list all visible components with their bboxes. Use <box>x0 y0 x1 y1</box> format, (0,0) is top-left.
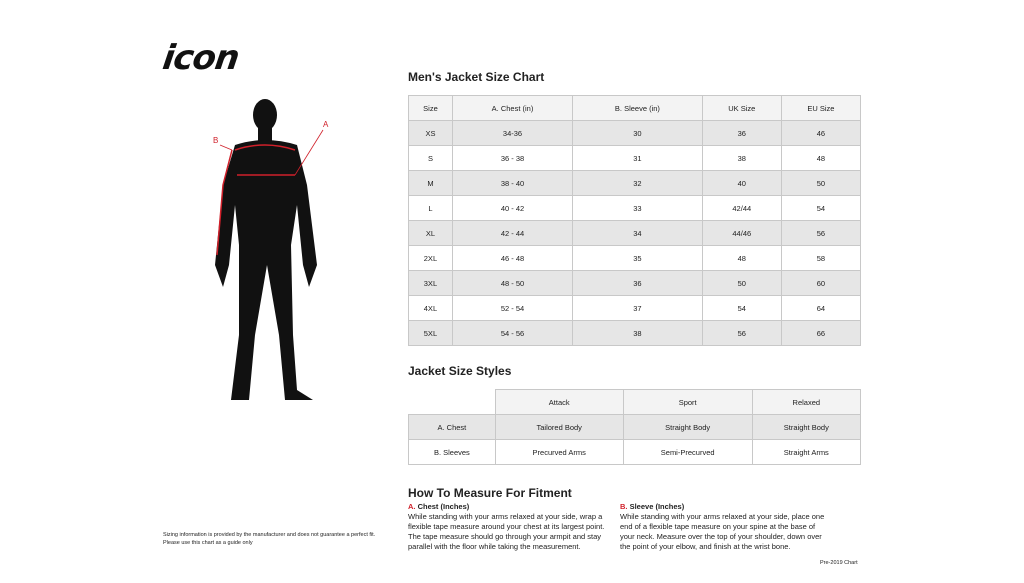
table-cell: 37 <box>573 296 703 321</box>
table-cell: 64 <box>781 296 860 321</box>
table-cell: 34-36 <box>452 121 572 146</box>
table-cell: 42/44 <box>702 196 781 221</box>
table-cell: Straight Arms <box>752 440 860 465</box>
table-cell: Straight Body <box>752 415 860 440</box>
size-chart-table <box>408 95 861 346</box>
table-cell: M <box>409 171 453 196</box>
label-a: A <box>323 120 329 129</box>
table-cell: 35 <box>573 246 703 271</box>
table-row <box>409 246 861 271</box>
table-cell: 36 <box>573 271 703 296</box>
table-cell: A. Chest (in) <box>452 96 572 121</box>
table-row <box>409 440 861 465</box>
table-cell: L <box>409 196 453 221</box>
table-cell: Attack <box>495 390 623 415</box>
table-cell: UK Size <box>702 96 781 121</box>
table-cell: 60 <box>781 271 860 296</box>
table-cell: 31 <box>573 146 703 171</box>
table-cell: Sport <box>623 390 752 415</box>
label-b: B <box>213 136 219 145</box>
table-cell: 46 <box>781 121 860 146</box>
table-cell: 36 - 38 <box>452 146 572 171</box>
table-cell: 48 <box>702 246 781 271</box>
table-cell: Tailored Body <box>495 415 623 440</box>
table-header-row <box>409 96 861 121</box>
table-row <box>409 271 861 296</box>
table-cell: 30 <box>573 121 703 146</box>
table-cell: 54 <box>781 196 860 221</box>
table-cell: EU Size <box>781 96 860 121</box>
table-cell: B. Sleeve (in) <box>573 96 703 121</box>
table-cell: 2XL <box>409 246 453 271</box>
table-cell: 38 <box>573 321 703 346</box>
table-cell: 38 - 40 <box>452 171 572 196</box>
table-cell: 40 - 42 <box>452 196 572 221</box>
table-cell: 66 <box>781 321 860 346</box>
table-row <box>409 415 861 440</box>
table-cell: 32 <box>573 171 703 196</box>
table-cell: Straight Body <box>623 415 752 440</box>
table-cell: Size <box>409 96 453 121</box>
table-cell: 48 <box>781 146 860 171</box>
sleeve-instructions: B. Sleeve (Inches) While standing with your arms relaxed at your side, place one end of a flexible tape measure on your spine at the base of your neck. Measure over the top of your shoulder, down over the point of your elbow, and finish at the wrist bone. <box>620 502 825 551</box>
table-cell: B. Sleeves <box>409 440 496 465</box>
styles-table <box>408 389 861 465</box>
measure-title: How To Measure For Fitment <box>408 486 572 500</box>
styles-title: Jacket Size Styles <box>408 364 512 378</box>
table-cell: 3XL <box>409 271 453 296</box>
table-row <box>409 221 861 246</box>
table-cell: 56 <box>781 221 860 246</box>
table-cell: 56 <box>702 321 781 346</box>
table-cell: XS <box>409 121 453 146</box>
table-cell: 48 - 50 <box>452 271 572 296</box>
table-cell: 34 <box>573 221 703 246</box>
table-cell: 50 <box>781 171 860 196</box>
chest-instructions: A. Chest (Inches) While standing with your arms relaxed at your side, wrap a flexible tape measure around your chest at its largest point. The tape measure should go through your armpit and stay parallel with the floor while taking the measurement. <box>408 502 605 551</box>
table-cell: 46 - 48 <box>452 246 572 271</box>
table-cell: 4XL <box>409 296 453 321</box>
table-cell: 38 <box>702 146 781 171</box>
table-cell: Relaxed <box>752 390 860 415</box>
table-cell: 33 <box>573 196 703 221</box>
table-cell: 40 <box>702 171 781 196</box>
table-cell: 5XL <box>409 321 453 346</box>
table-cell: 50 <box>702 271 781 296</box>
table-row <box>409 196 861 221</box>
table-cell: 52 - 54 <box>452 296 572 321</box>
table-cell: A. Chest <box>409 415 496 440</box>
table-cell: S <box>409 146 453 171</box>
table-header-row <box>409 390 861 415</box>
table-row <box>409 296 861 321</box>
disclaimer: Sizing information is provided by the manufacturer and does not guarantee a perfect fit. Please use this chart as a guide only <box>163 532 376 546</box>
table-cell: 58 <box>781 246 860 271</box>
table-row <box>409 321 861 346</box>
table-cell: 42 - 44 <box>452 221 572 246</box>
table-cell: Semi-Precurved <box>623 440 752 465</box>
table-cell: 36 <box>702 121 781 146</box>
table-cell: 54 <box>702 296 781 321</box>
table-cell: Precurved Arms <box>495 440 623 465</box>
table-cell: 44/46 <box>702 221 781 246</box>
size-chart-title: Men's Jacket Size Chart <box>408 70 545 84</box>
table-row <box>409 171 861 196</box>
chart-version: Pre-2019 Chart <box>820 560 858 566</box>
table-cell: 54 - 56 <box>452 321 572 346</box>
table-row <box>409 146 861 171</box>
table-row <box>409 121 861 146</box>
icon-logo: icon <box>160 38 242 78</box>
table-cell: XL <box>409 221 453 246</box>
body-silhouette-figure <box>205 95 335 410</box>
